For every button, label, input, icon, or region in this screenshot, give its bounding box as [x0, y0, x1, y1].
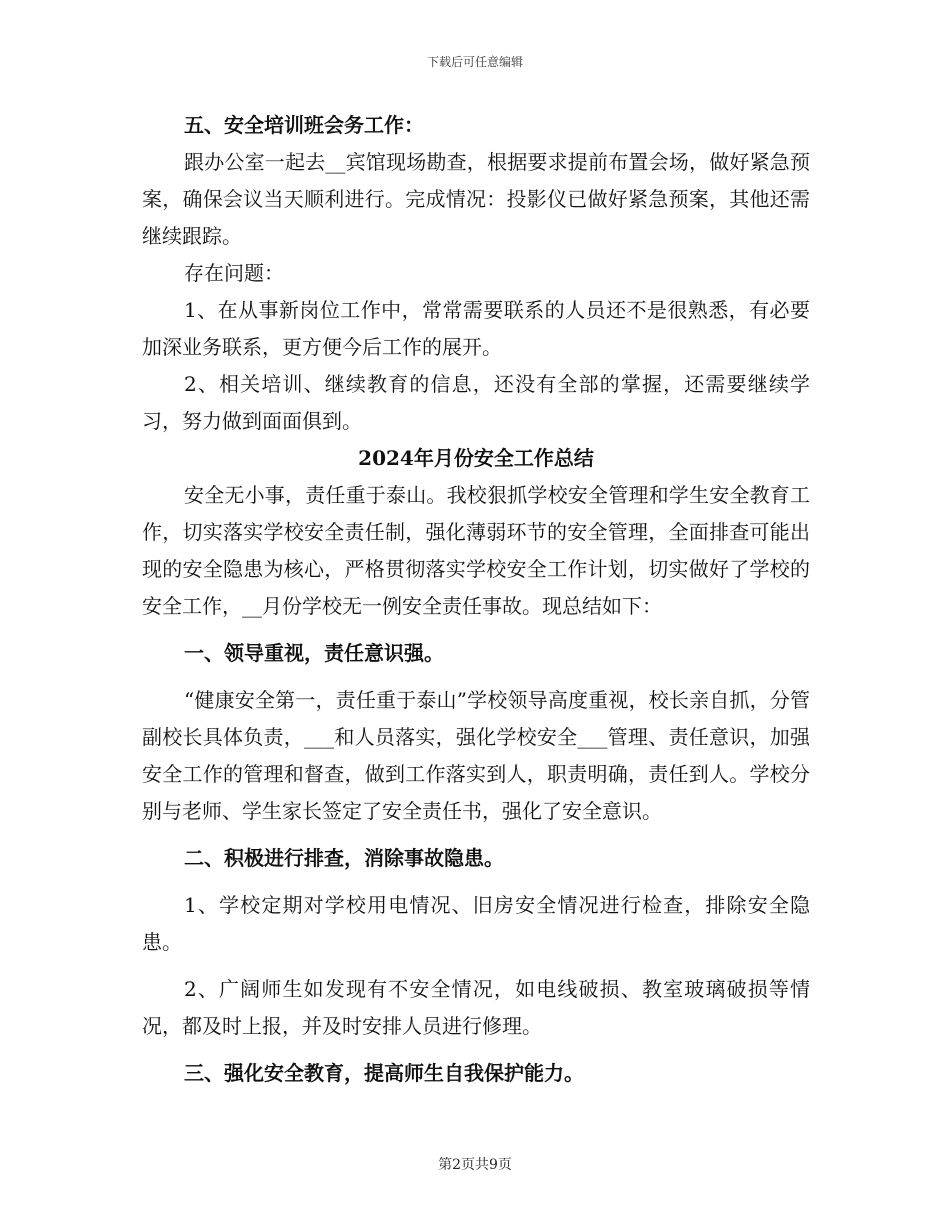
paragraph: 2、相关培训、继续教育的信息，还没有全部的掌握，还需要继续学习，努力做到面面俱到。 [142, 372, 810, 433]
paragraph: 1、在从事新岗位工作中，常常需要联系的人员还不是很熟悉，有必要加深业务联系，更方便今后工作的展开。 [142, 298, 810, 359]
section-heading-2: 二、积极进行排查，消除事故隐患。 [184, 846, 504, 870]
section-heading-1: 一、领导重视，责任意识强。 [184, 641, 444, 665]
paragraph: 存在问题： [184, 261, 284, 285]
document-body [142, 107, 810, 1092]
document-title: 2024年月份安全工作总结 [358, 446, 594, 470]
page-header: 下载后可任意编辑 [426, 55, 523, 69]
paragraph: 2、广阔师生如发现有不安全情况，如电线破损、教室玻璃破损等情况，都及时上报，并及时安排人员进行修理。 [142, 977, 810, 1038]
section-heading-5: 五、安全培训班会务工作： [184, 113, 424, 137]
section-heading-3: 三、强化安全教育，提高师生自我保护能力。 [184, 1061, 584, 1085]
page-footer: 第2页共9页 [438, 1157, 512, 1173]
paragraph: “健康安全第一，责任重于泰山”学校领导高度重视，校长亲自抓，分管副校长具体负责，___和人员落实，强化学校安全___管理、责任意识，加强安全工作的管理和督查，做到工作落实到人，职责明确，责任到人。学校分别与老师、学生家长签定了安全责任书，强化了安全意识。 [142, 688, 810, 823]
paragraph: 1、学校定期对学校用电情况、旧房安全情况进行检查，排除安全隐患。 [142, 893, 810, 954]
paragraph: 跟办公室一起去__宾馆现场勘查，根据要求提前布置会场，做好紧急预案，确保会议当天顺利进行。完成情况：投影仪已做好紧急预案，其他还需继续跟踪。 [142, 150, 810, 248]
paragraph: 安全无小事，责任重于泰山。我校狠抓学校安全管理和学生安全教育工作，切实落实学校安全责任制，强化薄弱环节的安全管理，全面排查可能出现的安全隐患为核心，严格贯彻落实学校安全工作计划，切实做好了学校的安全工作，__月份学校无一例安全责任事故。现总结如下： [142, 483, 810, 618]
